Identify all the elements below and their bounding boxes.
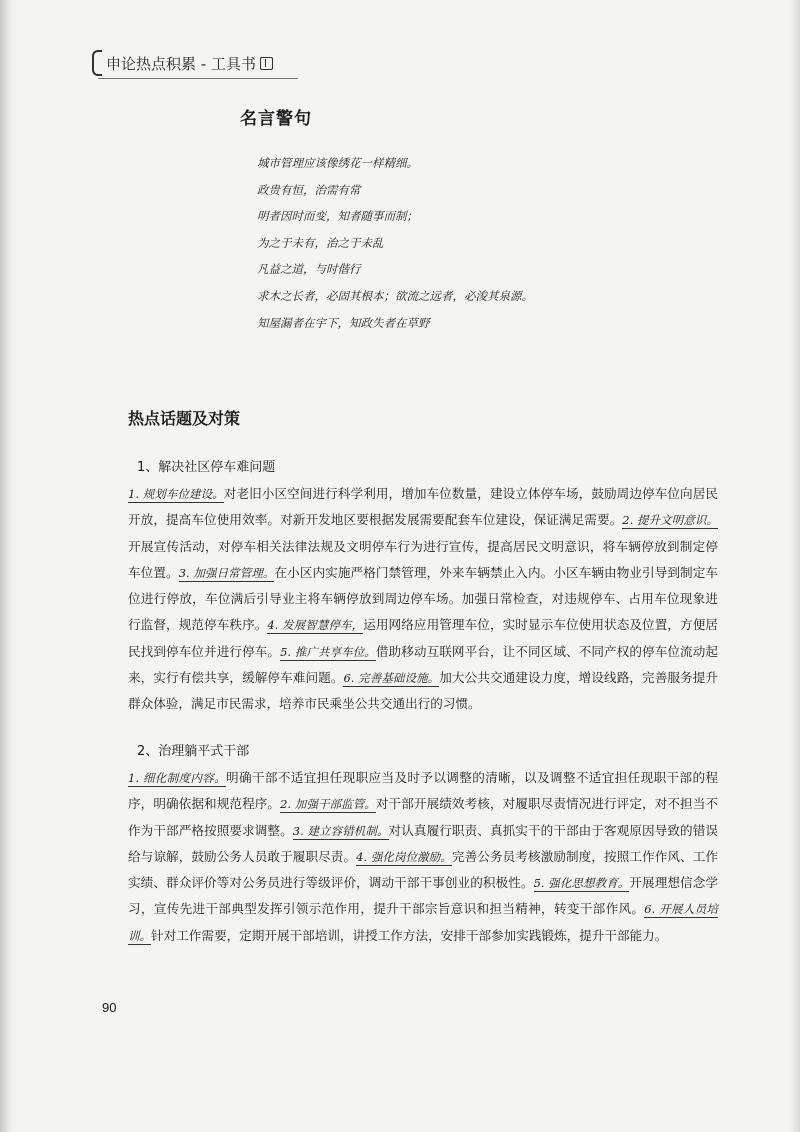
quote-item: 凡益之道，与时偕行 [257, 262, 361, 277]
body-text: 开展理想信念学习，宣传先进干部典型发挥引领示范作用，提升干部宗旨意识和担当精神，转变干部作风。 [128, 875, 718, 917]
quotes-section-title: 名言警句 [240, 109, 312, 129]
topic1-heading: 1、解决社区停车难问题 [137, 460, 276, 475]
keyword: 2. 提升文明意识。 [622, 513, 718, 528]
quote-item: 知屋漏者在宇下，知政失者在草野 [257, 315, 430, 330]
body-text: 开展宣传活动，对停车相关法律法规及文明停车行为进行宣传，提高居民文明意识，将车辆停放到制定停车位置。 [128, 538, 718, 580]
keyword: 1. 细化制度内容。 [128, 771, 227, 785]
keyword: 6. 开展人员培训。 [128, 902, 718, 943]
topic1-paragraph [128, 481, 718, 718]
body-text: 对认真履行职责、真抓实干的干部由于客观原因导致的错误给与谅解，鼓励公务人员敢于履职尽责。 [128, 822, 718, 864]
body-text: 明确干部不适宜担任现职应当及时予以调整的清晰，以及调整不适宜担任现职干部的程序，明确依据和规范程序。 [128, 770, 718, 812]
body-text: 针对工作需要，定期开展干部培训，讲授工作方法，安排干部参加实践锻炼，提升干部能力。 [151, 927, 668, 943]
keyword: 3. 建立容错机制。 [292, 823, 389, 838]
topic2-heading: 2、治理躺平式干部 [137, 744, 250, 759]
body-text: 对干部开展绩效考核，对履职尽责情况进行评定，对不担当不作为干部严格按照要求调整。 [128, 796, 718, 838]
header-rule [98, 78, 298, 79]
header-title: 申论热点积累 - 工具书 [106, 54, 256, 73]
body-text: 完善公务员考核激励制度，按照工作作风、工作实绩、群众评价等对公务员进行等级评价，调动干部干事创业的积极性。 [128, 848, 719, 891]
page-number: 90 [102, 1000, 117, 1015]
body-text: 加大公共交通建设力度，增设线路，完善服务提升群众体验，满足市民需求，培养市民乘坐公共交通出行的习惯。 [128, 670, 719, 712]
body-text: 对老旧小区空间进行科学利用，增加车位数量，建设立体停车场，鼓励周边停车位向居民开放，提高车位使用效率。对新开发地区要根据发展需要配套车位建设，保证满足需要。 [128, 486, 718, 528]
quotes-list [257, 150, 533, 336]
page-right-edge [790, 0, 800, 1132]
keyword: 5. 推广共享车位。 [280, 644, 376, 659]
topic2-paragraph [128, 765, 718, 949]
quote-item: 政贵有恒，治需有常 [257, 182, 361, 197]
body-text: 在小区内实施严格门禁管理，外来车辆禁止入内。小区车辆由物业引导到制定车位进行停放，车位满后引导业主将车辆停放到周边停车场。加强日常检查，对违规停车、占用车位现象进行监督，规范停车秩序。 [128, 564, 719, 633]
body-text: 运用网络应用管理车位，实时显示车位使用状态及位置，方便居民找到停车位并进行停车。 [128, 617, 719, 659]
keyword: 3. 加强日常管理。 [178, 565, 275, 580]
quote-item: 城市管理应该像绣花一样精细。 [257, 156, 418, 170]
quote-item: 为之于未有，治之于未乱 [257, 235, 384, 250]
body-text: 借助移动互联网平台，让不同区域、不同产权的停车位流动起来，实行有偿共享，缓解停车难问题。 [128, 643, 718, 686]
page-binding-edge [0, 0, 14, 1132]
keyword: 1. 规划车位建设。 [128, 487, 224, 501]
keyword: 2. 加强干部监管。 [280, 797, 376, 812]
book-icon [260, 57, 273, 70]
keyword: 4. 强化岗位激励。 [356, 849, 452, 864]
keyword: 4. 发展智慧停车， [267, 618, 364, 633]
running-header [92, 50, 273, 76]
keyword: 5. 强化思想教育。 [533, 876, 630, 891]
quote-item: 求木之长者，必固其根本；欲流之远者，必浚其泉源。 [257, 288, 533, 303]
header-bracket-icon [92, 50, 102, 76]
quote-item: 明者因时而变，知者随事而制； [257, 209, 418, 224]
keyword: 6. 完善基础设施。 [343, 671, 440, 686]
hot-topics-title: 热点话题及对策 [128, 409, 241, 428]
